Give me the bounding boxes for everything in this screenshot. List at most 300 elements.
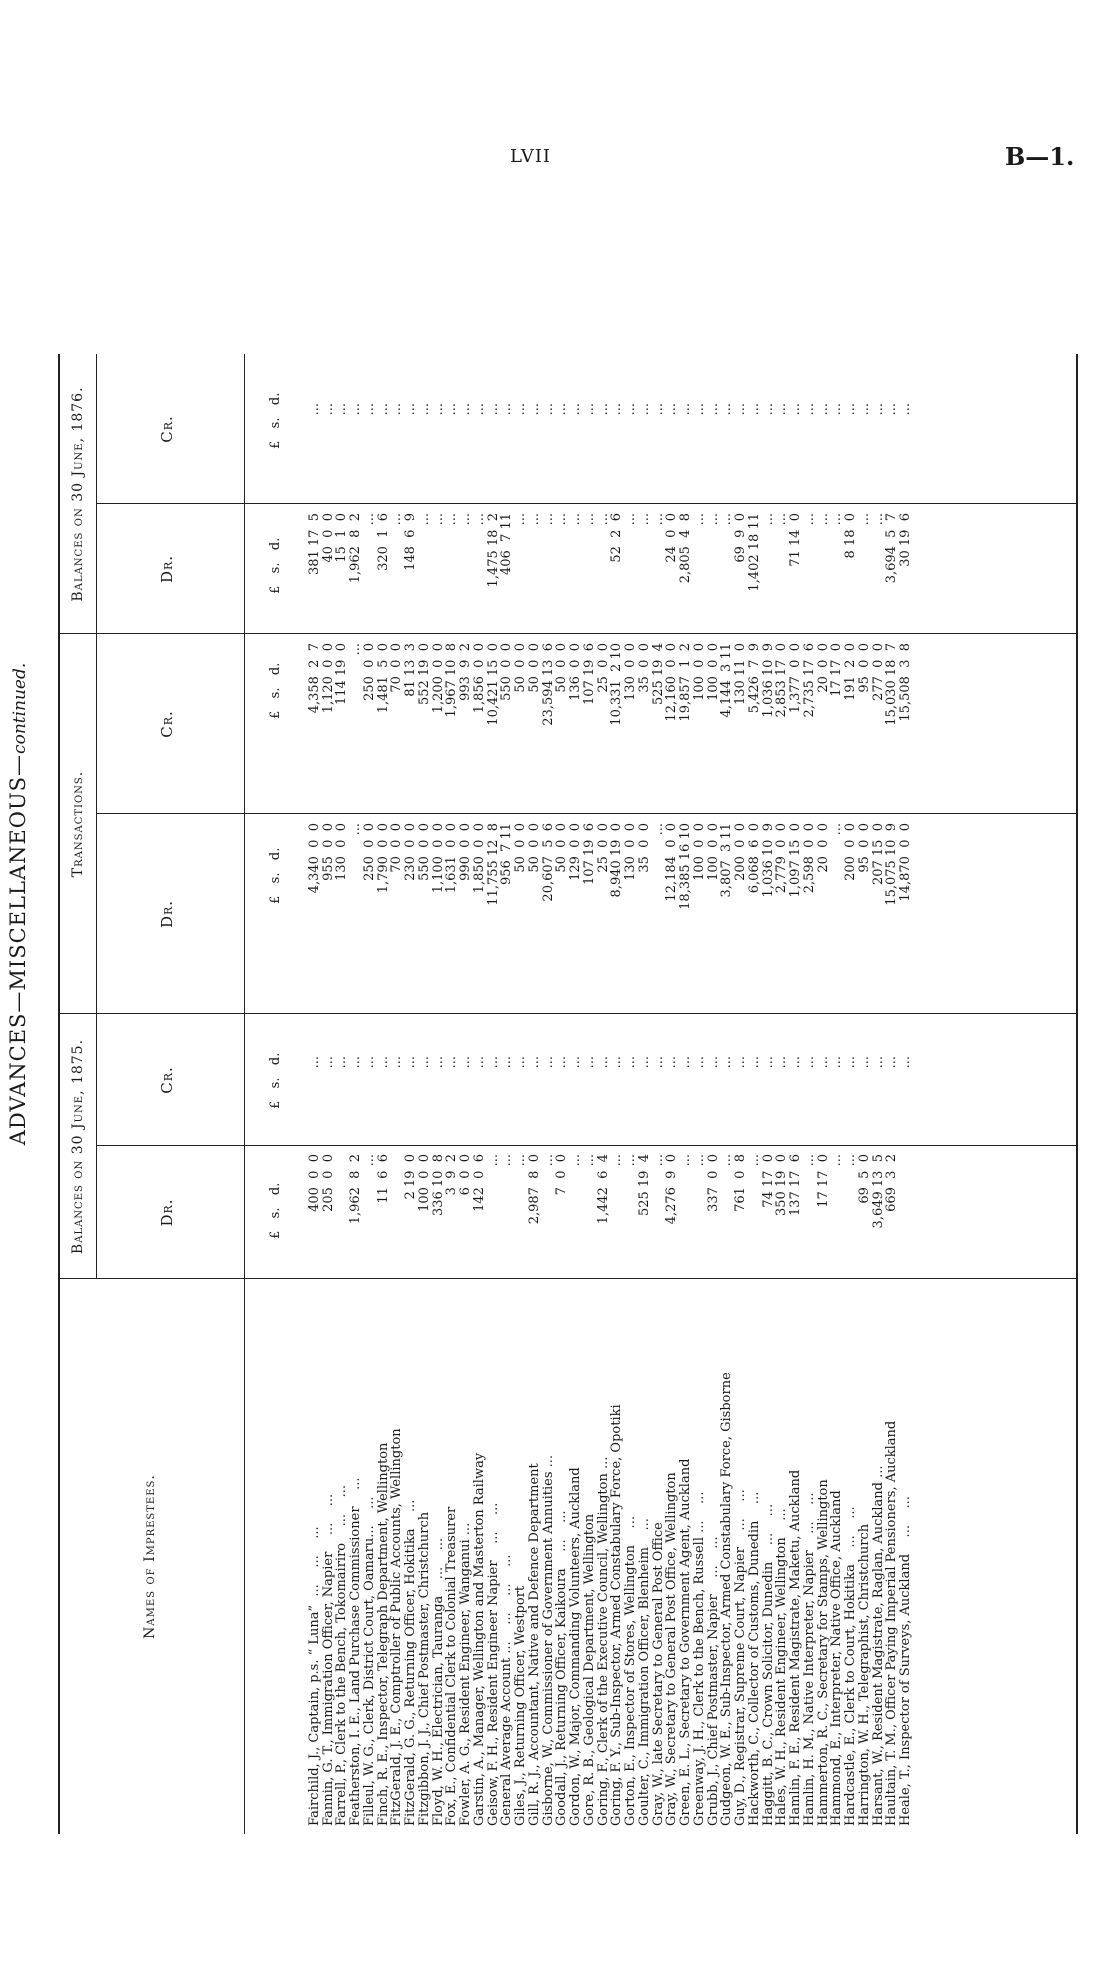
transactions-dr-cell: 130 0 0: [334, 823, 350, 881]
balance-1876-dr-cell: 1,475 18 2: [485, 513, 501, 588]
rotated-page-body: [0, 264, 1080, 1964]
transactions-dr-cell: 2,779 0 0: [774, 823, 790, 894]
imprestee-name: Greenway, J. H., Clerk to the Bench, Russell ... ...: [691, 1491, 707, 1826]
subheader-1875-dr: Dr.: [158, 1198, 176, 1227]
balance-1875-dr-cell: ...: [609, 1154, 625, 1167]
transactions-cr-cell: 1,967 10 8: [444, 643, 460, 718]
balance-1876-dr-cell: ...: [870, 513, 886, 526]
balance-1875-cr-cell: ...: [540, 1056, 556, 1069]
imprestee-name: Giles, J., Returning Officer, Westport: [513, 1585, 528, 1826]
units-1875-dr: £ s. d.: [268, 1182, 283, 1239]
transactions-dr-cell: 11,755 12 8: [485, 823, 501, 906]
transactions-cr-cell: 15,030 18 7: [884, 643, 900, 726]
balance-1876-cr-cell: ...: [471, 403, 487, 416]
transactions-cr-cell: 35 0 0: [636, 643, 652, 693]
balance-1876-cr-cell: ...: [416, 403, 432, 416]
balance-1875-cr-cell: ...: [320, 1056, 336, 1069]
balance-1876-cr-cell: ...: [691, 403, 707, 416]
balance-1875-dr-cell: ...: [746, 1154, 762, 1167]
transactions-cr-cell: 17 17 0: [829, 643, 845, 697]
imprestee-name: Hammond, E., Interpreter, Native Office, Auckland: [829, 1490, 845, 1826]
balance-1875-cr-cell: ...: [650, 1056, 666, 1069]
balance-1875-cr-cell: ...: [568, 1056, 583, 1069]
transactions-cr-cell: 50 0 0: [554, 643, 570, 693]
balance-1876-cr-cell: ...: [609, 403, 625, 416]
units-1876-dr: £ s. d.: [268, 537, 283, 594]
transactions-dr-column: [294, 819, 913, 1009]
title-main: ADVANCES—MISCELLANEOUS—: [6, 753, 30, 1146]
transactions-dr-cell: 50 0 0: [513, 823, 528, 873]
paper-reference: B—1.: [1005, 142, 1075, 171]
transactions-dr-cell: 129 0 0: [568, 823, 583, 881]
imprestee-name: Goodall, J., Returning Officer, Kaikoura ... ...: [554, 1510, 570, 1826]
balance-1875-dr-cell: 69 5 0: [856, 1154, 872, 1204]
transactions-dr-cell: 1,850 0 0: [471, 823, 487, 894]
balance-1876-cr-cell: ...: [581, 403, 597, 416]
transactions-dr-cell: 550 0 0: [416, 823, 432, 881]
balance-1875-dr-cell: 336 10 8: [430, 1154, 446, 1217]
transactions-cr-cell: 50 0 0: [526, 643, 542, 693]
balance-1875-cr-cell: ...: [554, 1056, 570, 1069]
balance-1876-cr-cell: ...: [898, 403, 913, 416]
imprestee-name: Goring, F. Y., Sub-Inspector, Armed Constabulary Force, Opotiki: [609, 1404, 625, 1826]
transactions-cr-cell: 12,160 0 0: [664, 643, 680, 722]
balance-1876-dr-cell: 406 7 11: [499, 513, 515, 576]
transactions-dr-cell: 18,385 16 10: [678, 823, 693, 910]
imprestee-name: Finch, R. E., Inspector, Telegraph Department, Wellington: [375, 1442, 391, 1826]
balance-1875-dr-cell: ...: [801, 1154, 817, 1167]
balance-1875-cr-cell: ...: [513, 1056, 528, 1069]
imprestee-name: Fannin, G. T., Immigration Officer, Napier ... ...: [320, 1493, 336, 1826]
transactions-cr-cell: 23,594 13 6: [540, 643, 556, 726]
balance-1875-dr-cell: ...: [540, 1154, 556, 1167]
imprestee-name: Gisborne, W., Commissioner of Government Annuities ...: [540, 1454, 556, 1826]
imprestee-name: Goulter, C., Immigration Officer, Blenheim ...: [636, 1518, 652, 1826]
imprestee-name: Hamlin, F. E., Resident Magistrate, Maketu, Auckland: [788, 1469, 803, 1826]
transactions-cr-cell: 4,144 3 11: [719, 643, 735, 718]
imprestee-name: Hackworth, C., Collector of Customs, Dunedin ...: [746, 1491, 762, 1826]
transactions-dr-cell: 1,097 15 0: [788, 823, 803, 898]
balance-1875-cr-cell: ...: [348, 1056, 363, 1069]
balance-1876-dr-cell: 8 18 0: [843, 513, 858, 559]
balance-1875-dr-cell: 17 17 0: [815, 1154, 831, 1208]
balance-1875-dr-cell: ...: [650, 1154, 666, 1167]
imprestee-name: Hamlin, H. M., Native Interpreter, Napier ... ...: [801, 1492, 817, 1826]
balance-1876-dr-cell: ...: [829, 513, 845, 526]
balance-1875-cr-cell: ...: [526, 1056, 542, 1069]
balance-1875-dr-cell: 4,276 9 0: [664, 1154, 680, 1225]
transactions-cr-cell: 81 13 3: [403, 643, 418, 697]
balance-1876-dr-cell: ...: [815, 513, 831, 526]
balance-1875-dr-cell: 400 0 0: [306, 1154, 322, 1212]
balance-1876-dr-cell: 24 0 0: [664, 513, 680, 563]
balance-1876-dr-cell: 52 2 6: [609, 513, 625, 563]
balance-1876-dr-cell: 71 14 0: [788, 513, 803, 567]
subheader-1876-dr: Dr.: [158, 554, 176, 584]
balance-1875-cr-cell: ...: [691, 1056, 707, 1069]
balance-1876-dr-cell: 320 1 6: [375, 513, 391, 571]
imprestee-name: Haggitt, B. C., Crown Solicitor, Dunedin ... ...: [760, 1503, 776, 1826]
transactions-cr-cell: 1,120 0 0: [320, 643, 336, 714]
balance-1875-cr-cell: ...: [416, 1056, 432, 1069]
transactions-cr-cell: 100 0 0: [691, 643, 707, 701]
balance-1875-dr-cell: 761 0 8: [733, 1154, 748, 1212]
balance-1876-cr-cell: ...: [870, 403, 886, 416]
group-underline-1875: [96, 1014, 97, 1279]
imprestee-name: Goring, F., Clerk of the Executive Council, Wellington ...: [595, 1456, 611, 1826]
transactions-cr-cell: 136 0 0: [568, 643, 583, 701]
header-names: Names of Imprestees.: [142, 1474, 158, 1639]
balance-1876-cr-cell: ...: [595, 403, 611, 416]
balance-1876-cr-cell: ...: [788, 403, 803, 416]
col-sep-1875-mid: [96, 1145, 1078, 1146]
transactions-dr-cell: ...: [348, 823, 363, 836]
balance-1876-cr-column: [294, 399, 913, 499]
balance-1876-cr-cell: ...: [554, 403, 570, 416]
imprestee-name: Garstin, A., Manager, Wellington and Masterton Railway: [471, 1452, 487, 1826]
balance-1875-dr-cell: ...: [513, 1154, 528, 1167]
transactions-cr-cell: 20 0 0: [815, 643, 831, 693]
balance-1876-cr-cell: ...: [485, 403, 501, 416]
balance-1876-dr-cell: 15 1 0: [334, 513, 350, 563]
balance-1875-cr-cell: ...: [334, 1056, 350, 1069]
balance-1875-cr-cell: ...: [485, 1056, 501, 1069]
balance-1876-dr-cell: ...: [416, 513, 432, 526]
balance-1876-dr-cell: ...: [458, 513, 473, 526]
imprestee-name: FitzGerald, G. G., Returning Officer, Hokitika ...: [403, 1499, 418, 1826]
balance-1876-cr-cell: ...: [774, 403, 790, 416]
transactions-dr-cell: 70 0 0: [389, 823, 405, 873]
transactions-dr-cell: 95 0 0: [856, 823, 872, 873]
balance-1876-cr-cell: ...: [526, 403, 542, 416]
balance-1876-cr-cell: ...: [801, 403, 817, 416]
balance-1876-dr-cell: [294, 509, 308, 629]
balance-1875-cr-cell: ...: [403, 1056, 418, 1069]
balance-1876-dr-cell: ...: [471, 513, 487, 526]
transactions-cr-cell: 1,856 0 0: [471, 643, 487, 714]
balance-1876-cr-cell: ...: [444, 403, 460, 416]
transactions-dr-cell: 956 7 11: [499, 823, 515, 886]
balance-1876-cr-cell: ...: [334, 403, 350, 416]
balance-1875-cr-cell: ...: [471, 1056, 487, 1069]
balance-1875-cr-cell: ...: [361, 1056, 377, 1069]
imprestee-name: Fowler, A. G., Resident Engineer, Wanganui ...: [458, 1522, 473, 1826]
balance-1876-dr-cell: 69 9 0: [733, 513, 748, 563]
col-sep-trans-end: [58, 633, 1078, 634]
transactions-dr-cell: 2,598 0 0: [801, 823, 817, 894]
balance-1875-cr-cell: ...: [499, 1056, 515, 1069]
balance-1876-cr-cell: ...: [664, 403, 680, 416]
balance-1875-cr-cell: ...: [595, 1056, 611, 1069]
transactions-cr-cell: 4,358 2 7: [306, 643, 322, 714]
balance-1876-dr-cell: ...: [444, 513, 460, 526]
col-sep-1876-mid: [96, 503, 1078, 504]
balance-1875-cr-cell: ...: [458, 1056, 473, 1069]
balance-1876-cr-cell: ...: [650, 403, 666, 416]
transactions-cr-cell: 5,426 7 9: [746, 643, 762, 714]
balance-1875-cr-cell: ...: [760, 1056, 776, 1069]
balance-1876-cr-cell: ...: [499, 403, 515, 416]
transactions-cr-cell: 15,508 3 8: [898, 643, 913, 722]
balance-1876-cr-cell: ...: [719, 403, 735, 416]
imprestee-name: Harrington, W. H., Telegraphist, Christchurch: [856, 1523, 872, 1826]
units-trans-cr: £ s. d.: [268, 662, 283, 719]
transactions-dr-cell: 1,790 0 0: [375, 823, 391, 894]
balance-1876-dr-column: [294, 509, 913, 629]
units-1875-cr: £ s. d.: [268, 1052, 283, 1109]
transactions-cr-cell: 2,735 17 6: [801, 643, 817, 718]
transactions-dr-cell: 990 0 0: [458, 823, 473, 881]
imprestee-name: Hardcastle, E., Clerk to Court, Hokitika ... ...: [843, 1506, 858, 1826]
balance-1875-cr-cell: ...: [843, 1056, 858, 1069]
table-bottom-rule: [1076, 354, 1078, 1834]
imprestee-name: Grubb, J., Chief Postmaster, Napier ... ...: [705, 1536, 721, 1826]
balance-1875-cr-cell: ...: [788, 1056, 803, 1069]
page-header: [0, 0, 1114, 180]
header-balances-1876: Balances on 30 June, 1876.: [70, 386, 86, 602]
balance-1875-dr-cell: 137 17 6: [788, 1154, 803, 1217]
balance-1876-cr-cell: ...: [856, 403, 872, 416]
balance-1876-dr-cell: ...: [719, 513, 735, 526]
balance-1875-cr-cell: ...: [705, 1056, 721, 1069]
imprestee-name: Featherston, I. E., Land Purchase Commissioner ...: [348, 1477, 363, 1826]
transactions-cr-cell: [294, 639, 308, 809]
balance-1875-cr-cell: ...: [609, 1056, 625, 1069]
balance-1875-dr-cell: 337 0 0: [705, 1154, 721, 1212]
balance-1876-cr-cell: ...: [829, 403, 845, 416]
balance-1875-cr-cell: ...: [884, 1056, 900, 1069]
balance-1875-dr-cell: [335, 1150, 349, 1274]
balance-1875-dr-cell: 3 9 2: [444, 1154, 460, 1196]
imprestee-name: Gordon, W., Major, Commanding Volunteers, Auckland: [568, 1467, 583, 1826]
balance-1876-cr-cell: ...: [705, 403, 721, 416]
balance-1876-cr-cell: ...: [403, 403, 418, 416]
header-balances-1875: Balances on 30 June, 1875.: [70, 1038, 86, 1255]
balance-1875-cr-cell: ...: [829, 1056, 845, 1069]
balance-1875-cr-cell: ...: [375, 1056, 391, 1069]
subheader-1875-cr: Cr.: [158, 1066, 176, 1094]
imprestee-name: Heale, T., Inspector of Surveys, Auckland ... ...: [898, 1496, 913, 1826]
balance-1875-dr-cell: ...: [719, 1154, 735, 1167]
balance-1875-dr-cell: 525 19 4: [636, 1154, 652, 1217]
transactions-dr-cell: 100 0 0: [705, 823, 721, 881]
balance-1876-cr-cell: ...: [306, 403, 322, 416]
balance-1876-dr-cell: 2,805 4 8: [678, 513, 693, 584]
balance-1875-dr-cell: 205 0 0: [320, 1154, 336, 1212]
balance-1876-dr-cell: ...: [389, 513, 405, 526]
balance-1876-cr-cell: ...: [678, 403, 693, 416]
imprestee-name: Hales, W. H., Resident Engineer, Wellington ...: [774, 1508, 790, 1826]
balance-1876-cr-cell: ...: [348, 403, 363, 416]
transactions-dr-cell: 200 0 0: [843, 823, 858, 881]
transactions-cr-cell: 1,200 0 0: [430, 643, 446, 714]
imprestee-name: Floyd, W. H., Electrician, Tauranga ... ...: [430, 1537, 446, 1826]
balance-1876-dr-cell: 1,402 18 11: [746, 513, 762, 592]
balance-1875-cr-cell: ...: [678, 1056, 693, 1069]
transactions-cr-cell: 1,377 0 0: [788, 643, 803, 714]
balance-1876-cr-cell: ...: [513, 403, 528, 416]
balance-1876-dr-cell: ...: [595, 513, 611, 526]
balance-1875-dr-cell: ...: [581, 1154, 597, 1167]
imprestee-name: Hammerton, R. C., Secretary for Stamps, Wellington: [815, 1479, 831, 1826]
transactions-cr-cell: 550 0 0: [499, 643, 515, 701]
imprestee-name: Farrell, P., Clerk to the Bench, Tokomairiro ... ...: [334, 1485, 350, 1826]
transactions-dr-cell: 200 0 0: [733, 823, 748, 881]
balance-1875-dr-cell: ...: [691, 1154, 707, 1167]
imprestee-name: Guy, D., Registrar, Supreme Court, Napier ... ...: [733, 1489, 748, 1826]
balance-1876-cr-cell: ...: [760, 403, 776, 416]
transactions-cr-cell: 1,036 10 9: [760, 643, 776, 718]
balance-1876-cr-cell: ...: [884, 403, 900, 416]
transactions-cr-cell: 70 0 0: [389, 643, 405, 693]
header-rule: [244, 354, 245, 1834]
balance-1875-dr-cell: 2,987 8 0: [526, 1154, 542, 1225]
balance-1876-cr-cell: ...: [361, 403, 377, 416]
group-underline-trans: [96, 634, 97, 1014]
transactions-cr-cell: 95 0 0: [856, 643, 872, 693]
balance-1875-cr-column: [294, 1052, 913, 1142]
balance-1875-cr-cell: ...: [623, 1056, 638, 1069]
balance-1875-dr-column: [294, 1150, 899, 1274]
balance-1876-cr-cell: ...: [540, 403, 556, 416]
names-column: [308, 1286, 913, 1826]
transactions-cr-cell: 250 0 0: [361, 643, 377, 701]
balance-1876-dr-cell: ...: [856, 513, 872, 526]
subheader-trans-cr: Cr.: [158, 710, 176, 738]
balance-1876-dr-cell: ...: [760, 513, 776, 526]
balance-1875-dr-cell: ...: [499, 1154, 515, 1167]
balance-1876-cr-cell: ...: [389, 403, 405, 416]
col-sep-trans-mid: [96, 813, 1078, 814]
transactions-cr-cell: 100 0 0: [705, 643, 721, 701]
balance-1875-cr-cell: ...: [636, 1056, 652, 1069]
balance-1875-cr-cell: ...: [774, 1056, 790, 1069]
advances-table: [58, 354, 1078, 1834]
balance-1875-dr-cell: 1,962 8 2: [348, 1154, 363, 1225]
balance-1875-cr-cell: ...: [430, 1056, 446, 1069]
transactions-cr-cell: 191 2 0: [843, 643, 858, 701]
transactions-dr-cell: 250 0 0: [361, 823, 377, 881]
balance-1875-dr-cell: [294, 1150, 308, 1274]
balance-1876-dr-cell: 1,962 8 2: [348, 513, 363, 584]
transactions-dr-cell: 1,631 0 0: [444, 823, 460, 894]
balance-1875-dr-cell: 3,649 13 5: [870, 1154, 886, 1229]
balance-1875-dr-cell: 1,442 6 4: [595, 1154, 611, 1225]
imprestee-name: Fox, E., Confidential Clerk to Colonial Treasurer: [444, 1506, 460, 1826]
imprestee-name: General Average Account ... ... ... ...: [499, 1554, 515, 1826]
transactions-dr-cell: 4,340 0 0: [306, 823, 322, 894]
imprestee-name: Gray, W., late Secretary to General Post Office: [650, 1522, 666, 1826]
balance-1875-dr-cell: ...: [568, 1154, 583, 1167]
balance-1876-dr-cell: ...: [430, 513, 446, 526]
transactions-dr-cell: 35 0 0: [636, 823, 652, 873]
balance-1875-cr-cell: ...: [664, 1056, 680, 1069]
table-top-rule: [58, 354, 60, 1834]
transactions-dr-cell: 100 0 0: [691, 823, 707, 881]
transactions-dr-cell: 1,036 10 9: [760, 823, 776, 898]
imprestee-name: Harsant, W., Resident Magistrate, Raglan, Auckland ...: [870, 1465, 886, 1826]
balance-1875-dr-cell: ...: [361, 1154, 377, 1167]
balance-1876-dr-cell: ...: [526, 513, 542, 526]
balance-1876-dr-cell: ...: [636, 513, 652, 526]
imprestee-name: Gore, R. B., Geological Department, Wellington: [581, 1513, 597, 1826]
transactions-dr-cell: ...: [829, 823, 845, 836]
balance-1876-dr-cell: 3,694 5 7: [884, 513, 900, 584]
transactions-dr-cell: 20 0 0: [815, 823, 831, 873]
transactions-cr-cell: ...: [348, 643, 363, 656]
balance-1876-cr-cell: ...: [458, 403, 473, 416]
balance-1875-dr-cell: ...: [829, 1154, 845, 1167]
units-trans-dr: £ s. d.: [268, 847, 283, 904]
transactions-dr-cell: 50 0 0: [526, 823, 542, 873]
balance-1875-dr-cell: ...: [843, 1154, 858, 1167]
balance-1876-cr-cell: ...: [430, 403, 446, 416]
transactions-dr-cell: 207 15 0: [870, 823, 886, 886]
transactions-cr-cell: 2,853 17 0: [774, 643, 790, 718]
balance-1876-cr-cell: ...: [623, 403, 638, 416]
balance-1875-cr-cell: ...: [444, 1056, 460, 1069]
group-underline-1876: [96, 354, 97, 634]
balance-1876-dr-cell: ...: [801, 513, 817, 526]
balance-1875-cr-cell: ...: [306, 1056, 322, 1069]
transactions-cr-cell: 525 19 4: [650, 643, 666, 706]
balance-1876-dr-cell: 381 17 5: [306, 513, 322, 576]
balance-1875-dr-cell: 6 0 0: [458, 1154, 473, 1196]
balance-1876-dr-cell: 30 19 6: [898, 513, 913, 567]
transactions-cr-cell: 107 19 6: [581, 643, 597, 706]
balance-1876-dr-cell: ...: [691, 513, 707, 526]
balance-1876-dr-cell: ...: [540, 513, 556, 526]
transactions-dr-cell: 12,184 0 0: [664, 823, 680, 902]
transactions-dr-cell: 20,607 5 6: [540, 823, 556, 902]
imprestee-name: Geisow, F. H., Resident Engineer Napier ... ...: [485, 1502, 501, 1826]
transactions-cr-cell: 25 0 0: [595, 643, 611, 693]
balance-1876-dr-cell: ...: [554, 513, 570, 526]
balance-1876-cr-cell: ...: [568, 403, 583, 416]
balance-1875-cr-cell: ...: [870, 1056, 886, 1069]
imprestee-name: Fitzgibbon, J. J., Chief Postmaster, Christchurch: [416, 1511, 432, 1826]
transactions-dr-cell: 130 0 0: [623, 823, 638, 881]
balance-1875-dr-cell: 350 19 0: [774, 1154, 790, 1217]
balance-1876-dr-cell: 40 0 0: [320, 513, 336, 563]
balance-1875-cr-cell: [294, 1052, 308, 1142]
balance-1876-dr-cell: ...: [568, 513, 583, 526]
balance-1875-cr-cell: ...: [856, 1056, 872, 1069]
balance-1875-cr-cell: ...: [801, 1056, 817, 1069]
transactions-cr-cell: 1,481 5 0: [375, 643, 391, 714]
balance-1876-dr-cell: ...: [513, 513, 528, 526]
units-1876-cr: £ s. d.: [268, 392, 283, 449]
transactions-cr-cell: 10,331 2 10: [609, 643, 625, 726]
imprestee-name: FitzGerald, J. E., Comptroller of Public Accounts, Wellington: [389, 1428, 405, 1826]
balance-1875-dr-cell: ...: [678, 1154, 693, 1167]
balance-1876-cr-cell: ...: [636, 403, 652, 416]
transactions-dr-cell: 230 0 0: [403, 823, 418, 881]
balance-1875-cr-cell: ...: [389, 1056, 405, 1069]
balance-1876-cr-cell: ...: [375, 403, 391, 416]
imprestee-name: Gudgeon, W. E., Sub-Inspector, Armed Constabulary Force, Gisborne: [719, 1372, 735, 1826]
balance-1876-cr-cell: ...: [815, 403, 831, 416]
balance-1876-dr-cell: ...: [581, 513, 597, 526]
transactions-cr-cell: 130 11 0: [733, 643, 748, 706]
balance-1875-dr-cell: 669 3 2: [884, 1154, 900, 1212]
balance-1875-dr-cell: 2 19 0: [403, 1154, 418, 1200]
balance-1876-cr-cell: ...: [733, 403, 748, 416]
balance-1875-dr-cell: 7 0 0: [554, 1154, 570, 1196]
transactions-dr-cell: 25 0 0: [595, 823, 611, 873]
subheader-1876-cr: Cr.: [158, 415, 176, 443]
balance-1876-dr-cell: ...: [623, 513, 638, 526]
